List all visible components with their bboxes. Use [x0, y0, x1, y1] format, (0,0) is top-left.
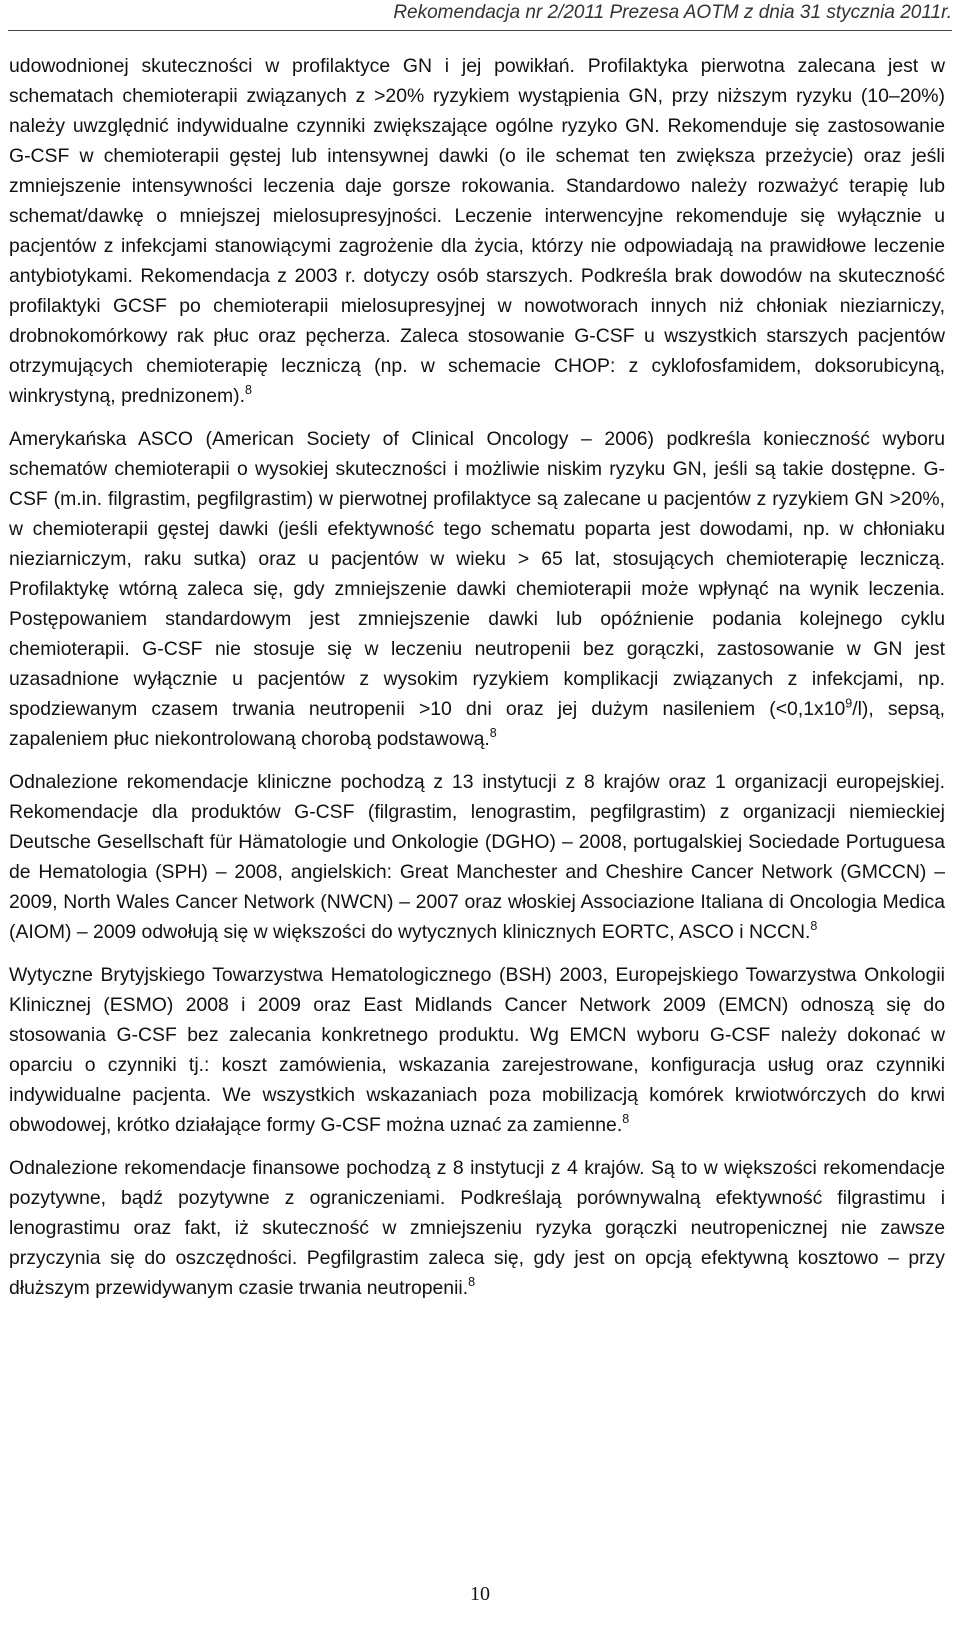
paragraph-text: Amerykańska ASCO (American Society of Clinical Oncology – 2006) podkreśla konieczność wyboru schematów chemioterapii o wysokiej skuteczności i możliwie niskim ryzyku GN, jeśli są takie dostępne. G-CSF (m.in. filgrastim, pegfilgrastim) w pierwotnej profilaktyce są zalecane u pacjentów z ryzykiem GN >20%, w chemioterapii gęstej dawki (jeśli efektywność tego schematu poparta jest dowodami, np. w chłoniaku nieziarniczym, raku sutka) oraz u pacjentów w wieku > 65 lat, stosujących chemioterapię leczniczą. Profilaktykę wtórną zaleca się, gdy zmniejszenie dawki chemioterapii może wpłynąć na wynik leczenia. Postępowaniem standardowym jest zmniejszenie dawki lub opóźnienie podania kolejnego cyklu chemioterapii. G-CSF nie stosuje się w leczeniu neutropenii bez gorączki, zastosowanie w GN jest uzasadnione wyłącznie u pacjentów z wysokim ryzykiem komplikacji związanych z infekcjami, np. spodziewanym czasem trwania neutropenii >10 dni oraz jej dużym nasileniem (<0,1x10: [9, 428, 945, 720]
paragraph-text: Odnalezione rekomendacje kliniczne pochodzą z 13 instytucji z 8 krajów oraz 1 organizacji europejskiej. Rekomendacje dla produktów G-CSF (filgrastim, lenograstim, pegfilgrastim) z organizacji niemieckiej Deutsche Gesellschaft für Hämatologie und Onkologie (DGHO) – 2008, portugalskiej Sociedade Portuguesa de Hematologia (SPH) – 2008, angielskich: Great Manchester and Cheshire Cancer Network (GMCCN) – 2009, North Wales Cancer Network (NWCN) – 2007 oraz włoskiej Associazione Italiana di Oncologia Medica (AIOM) – 2009 odwołują się w większości do wytycznych klinicznych EORTC, ASCO i NCCN.: [9, 771, 945, 943]
page-number: 10: [470, 1583, 490, 1605]
paragraph-guidelines: [9, 960, 945, 1140]
paragraph-text: Odnalezione rekomendacje finansowe pochodzą z 8 instytucji z 4 krajów. Są to w większości rekomendacje pozytywne, bądź pozytywne z ograniczeniami. Podkreślają porównywalną efektywność filgrastimu i lenograstimu oraz fakt, iż skuteczność w zmniejszeniu ryzyka gorączki neutropenicznej nie zawsze przyczynia się do oszczędności. Pegfilgrastim zaleca się, gdy jest on opcją efektywną kosztowo – przy dłuższym przewidywanym czasie trwania neutropenii.: [9, 1157, 945, 1299]
footnote-reference: 8: [489, 725, 497, 740]
header-divider: [8, 30, 952, 31]
running-header: Rekomendacja nr 2/2011 Prezesa AOTM z dnia 31 stycznia 2011r.: [393, 2, 952, 23]
footnote-reference: 8: [622, 1111, 630, 1126]
paragraph-gcsf-profilaxis: [9, 51, 945, 411]
paragraph-financial-recommendations: [9, 1153, 945, 1303]
paragraph-asco: [9, 424, 945, 754]
footnote-reference: 8: [810, 918, 818, 933]
document-body: [9, 51, 945, 1316]
footnote-reference: 8: [245, 382, 252, 397]
paragraph-text: Wytyczne Brytyjskiego Towarzystwa Hematologicznego (BSH) 2003, Europejskiego Towarzystwa Onkologii Klinicznej (ESMO) 2008 i 2009 oraz East Midlands Cancer Network 2009 (EMCN) odnoszą się do stosowania G-CSF bez zalecania konkretnego produktu. Wg EMCN wyboru G-CSF należy dokonać w oparciu o czynniki tj.: koszt zamówienia, wskazania zarejestrowane, konfiguracja usług oraz czynniki indywidualne pacjenta. We wszystkich wskazaniach poza mobilizacją komórek krwiotwórczych do krwi obwodowej, krótko działające formy G-CSF można uznać za zamienne.: [9, 964, 945, 1136]
exponent: 9: [845, 696, 853, 711]
paragraph-text: udowodnionej skuteczności w profilaktyce GN i jej powikłań. Profilaktyka pierwotna zalecana jest w schematach chemioterapii związanych z >20% ryzykiem wystąpienia GN, przy niższym ryzyku (10–20%) należy uwzględnić indywidualne czynniki zwiększające ogólne ryzyko GN. Rekomenduje się zastosowanie G-CSF w chemioterapii gęstej lub intensywnej dawki (o ile schemat ten zwiększa przeżycie) oraz jeśli zmniejszenie intensywności leczenia daje gorsze rokowania. Standardowo należy rozważyć terapię lub schemat/dawkę o mniejszej mielosupresyjności. Leczenie interwencyjne rekomenduje się wyłącznie u pacjentów z infekcjami stanowiącymi zagrożenie dla życia, którzy nie odpowiadają na prawidłowe leczenie antybiotykami. Rekomendacja z 2003 r. dotyczy osób starszych. Podkreśla brak dowodów na skuteczność profilaktyki GCSF po chemioterapii mielosupresyjnej w nowotworach innych niż chłoniak nieziarniczy, drobnokomórkowy rak płuc oraz pęcherza. Zaleca stosowanie G-CSF u wszystkich starszych pacjentów otrzymujących chemioterapię leczniczą (np. w schemacie CHOP: z cyklofosfamidem, doksorubicyną, winkrystyną, prednizonem).: [9, 55, 945, 407]
paragraph-clinical-recommendations: [9, 767, 945, 947]
paragraph-text-continued: /l), sepsą, zapaleniem płuc niekontrolowaną chorobą podstawową.: [9, 698, 945, 750]
footnote-reference: 8: [468, 1274, 476, 1289]
